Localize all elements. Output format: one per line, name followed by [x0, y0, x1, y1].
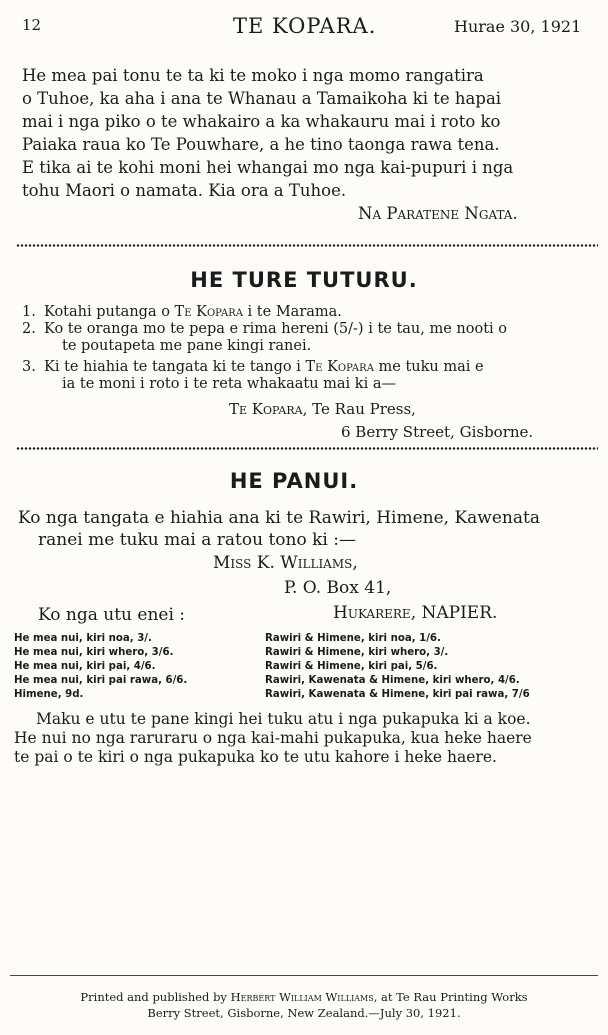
- price-item: Rawiri, Kawenata & Himene, kiri pai rawa, 7/6: [265, 689, 530, 700]
- price-item: Rawiri, Kawenata & Himene, kiri whero, 4/6.: [265, 675, 520, 686]
- dotted-divider: [16, 243, 598, 248]
- footer-line-2: Berry Street, Gisborne, New Zealand.—July 30, 1921.: [147, 1006, 461, 1020]
- price-item: He mea nui, kiri pai rawa, 6/6.: [14, 675, 188, 686]
- dotted-divider: [16, 446, 598, 451]
- ture-item-2-line-2: te poutapeta me pane kingi ranei.: [62, 338, 312, 354]
- publication-name: Te Kopara: [174, 304, 243, 320]
- price-item: He mea nui, kiri whero, 3/6.: [14, 647, 174, 658]
- ture-item-3-line-2: ia te moni i roto i te reta whakaatu mai ki a—: [62, 376, 396, 392]
- contact-city: , NAPIER.: [410, 603, 498, 623]
- ture-address-line-1: [229, 400, 416, 418]
- ture-item-text: me tuku mai e: [373, 359, 484, 375]
- price-item: He mea nui, kiri pai, 4/6.: [14, 661, 156, 672]
- ture-item-text: Kotahi putanga o: [44, 304, 175, 320]
- publication-name: Te Kopara: [305, 359, 374, 375]
- panui-intro-line-1: Ko nga tangata e hiahia ana ki te Rawiri, Himene, Kawenata: [18, 508, 540, 528]
- ture-address-text: , Te Rau Press,: [302, 400, 416, 418]
- footer-text: Printed and published by: [80, 990, 231, 1004]
- contact-name: Miss K. Williams,: [213, 553, 358, 573]
- ture-item-number: 3.: [22, 359, 36, 375]
- ture-item-1: [44, 304, 342, 320]
- letter-line: Paiaka raua ko Te Pouwhare, a he tino taonga rawa tena.: [22, 135, 500, 154]
- footer-printer-name: Herbert William Williams: [230, 990, 374, 1004]
- panui-heading: HE PANUI.: [229, 469, 359, 493]
- price-item: Rawiri & Himene, kiri pai, 5/6.: [265, 661, 438, 672]
- contact-place: Hukarere: [333, 603, 411, 623]
- ture-heading: HE TURE TUTURU.: [190, 268, 418, 292]
- page-number: 12: [22, 16, 42, 34]
- prices-heading: Ko nga utu enei :: [38, 605, 186, 625]
- price-item: Rawiri & Himene, kiri whero, 3/.: [265, 647, 449, 658]
- ture-item-text: Ki te hiahia te tangata ki te tango i: [44, 359, 306, 375]
- contact-address: [333, 603, 497, 623]
- closing-line: He nui no nga raruraru o nga kai-mahi pukapuka, kua heke haere: [14, 729, 532, 747]
- ture-item-2-line-1: Ko te oranga mo te pepa e rima hereni (5/-) i te tau, me nooti o: [44, 321, 508, 337]
- closing-line: te pai o te kiri o nga pukapuka ko te utu kahore i heke haere.: [14, 748, 497, 766]
- price-item: He mea nui, kiri noa, 3/.: [14, 633, 152, 644]
- price-item: Himene, 9d.: [14, 689, 84, 700]
- ture-item-3: [44, 359, 484, 375]
- ture-address-line-2: 6 Berry Street, Gisborne.: [341, 423, 534, 441]
- ture-item-text: i te Marama.: [242, 304, 342, 320]
- letter-line: o Tuhoe, ka aha i ana te Whanau a Tamaikoha ki te hapai: [22, 89, 502, 108]
- contact-box: P. O. Box 41,: [284, 578, 392, 598]
- publication-name: Te Kopara: [229, 400, 303, 418]
- issue-date: Hurae 30, 1921: [454, 17, 582, 36]
- ture-item-number: 1.: [22, 304, 36, 320]
- price-item: Rawiri & Himene, kiri noa, 1/6.: [265, 633, 441, 644]
- letter-signature: Na Paratene Ngata.: [358, 204, 518, 223]
- closing-line: Maku e utu te pane kingi hei tuku atu i nga pukapuka ki a koe.: [36, 710, 531, 728]
- letter-line: mai i nga piko o te whakairo a ka whakauru mai i roto ko: [22, 112, 501, 131]
- letter-line: He mea pai tonu te ta ki te moko i nga momo rangatira: [22, 66, 484, 85]
- page-title: TE KOPARA.: [233, 14, 377, 38]
- footer-text: , at Te Rau Printing Works: [373, 990, 528, 1004]
- footer-rule: [10, 975, 598, 976]
- panui-intro-line-2: ranei me tuku mai a ratou tono ki :—: [38, 530, 356, 550]
- ture-item-number: 2.: [22, 321, 36, 337]
- letter-line: E tika ai te kohi moni hei whangai mo nga kai-pupuri i nga: [22, 158, 514, 177]
- letter-line: tohu Maori o namata. Kia ora a Tuhoe.: [22, 181, 347, 200]
- footer-line-1: [0, 990, 608, 1004]
